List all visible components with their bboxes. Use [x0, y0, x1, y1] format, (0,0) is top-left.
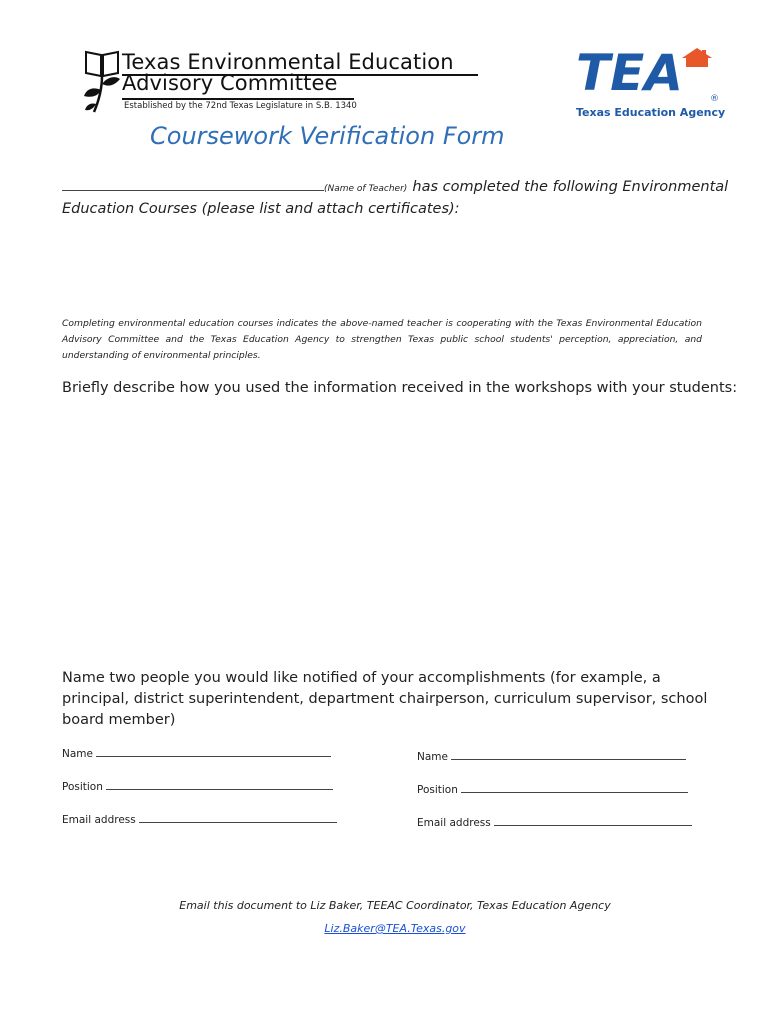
contact2-email-label: Email address [417, 817, 491, 829]
contact1-name-field[interactable] [96, 747, 331, 757]
teeac-logo [84, 44, 494, 116]
registered-mark: ® [710, 94, 719, 104]
cooperation-statement: Completing environmental education courses indicates the above-named teacher is cooperating with the Texas Environmental Education Advisory Committee and the Texas Education Agency to strengthen Texas public school students' perception, appreciation, and understanding of environmental principles. [62, 318, 702, 361]
contact2-email-field[interactable] [494, 816, 692, 826]
contact2-name-row [417, 750, 686, 763]
schoolhouse-icon [680, 46, 714, 68]
teacher-statement-text: has completed the following Environmental [412, 179, 729, 195]
contact2-position-field[interactable] [461, 783, 688, 793]
tea-logo [574, 44, 724, 124]
email-instruction: Email this document to Liz Baker, TEEAC Coordinator, Texas Education Agency [179, 899, 611, 912]
contact2-position-label: Position [417, 784, 458, 796]
teacher-statement-line [62, 176, 728, 195]
logo-divider [122, 98, 354, 100]
teeac-logo-line2: Advisory Committee [122, 71, 338, 95]
contact1-position-label: Position [62, 781, 103, 793]
contact2-name-field[interactable] [451, 750, 686, 760]
contact2-position-row [417, 783, 688, 796]
notify-people-question: Name two people you would like notified of your accomplishments (for example, a principal, district superintendent, department chairperson, curriculum supervisor, school board member) [62, 670, 708, 728]
contact1-name-row [62, 747, 331, 760]
contact1-position-row [62, 780, 333, 793]
tea-logo-mark: TEA [576, 44, 683, 102]
contact1-email-field[interactable] [139, 813, 337, 823]
contact1-email-label: Email address [62, 814, 136, 826]
courses-answer-area[interactable] [62, 225, 702, 305]
contact1-name-label: Name [62, 748, 93, 760]
teacher-field-label: (Name of Teacher) [324, 184, 408, 194]
describe-usage-answer-area[interactable] [62, 408, 702, 648]
coordinator-email-link[interactable]: Liz.Baker@TEA.Texas.gov [324, 922, 466, 935]
tea-agency-name: Texas Education Agency [576, 106, 726, 119]
form-title: Coursework Verification Form [150, 122, 505, 150]
contact1-position-field[interactable] [106, 780, 333, 790]
contact2-email-row [417, 816, 692, 829]
teeac-established-text: Established by the 72nd Texas Legislature in S.B. 1340 [124, 101, 357, 111]
teeac-logo-line1: Texas Environmental Education [122, 50, 454, 74]
courses-instruction: Education Courses (please list and attach certificates): [62, 201, 460, 217]
contact2-name-label: Name [417, 751, 448, 763]
teacher-name-field[interactable] [62, 180, 324, 191]
contact1-email-row [62, 813, 337, 826]
book-plant-icon [84, 46, 120, 116]
describe-usage-question: Briefly describe how you used the information received in the workshops with your students: [62, 380, 738, 396]
